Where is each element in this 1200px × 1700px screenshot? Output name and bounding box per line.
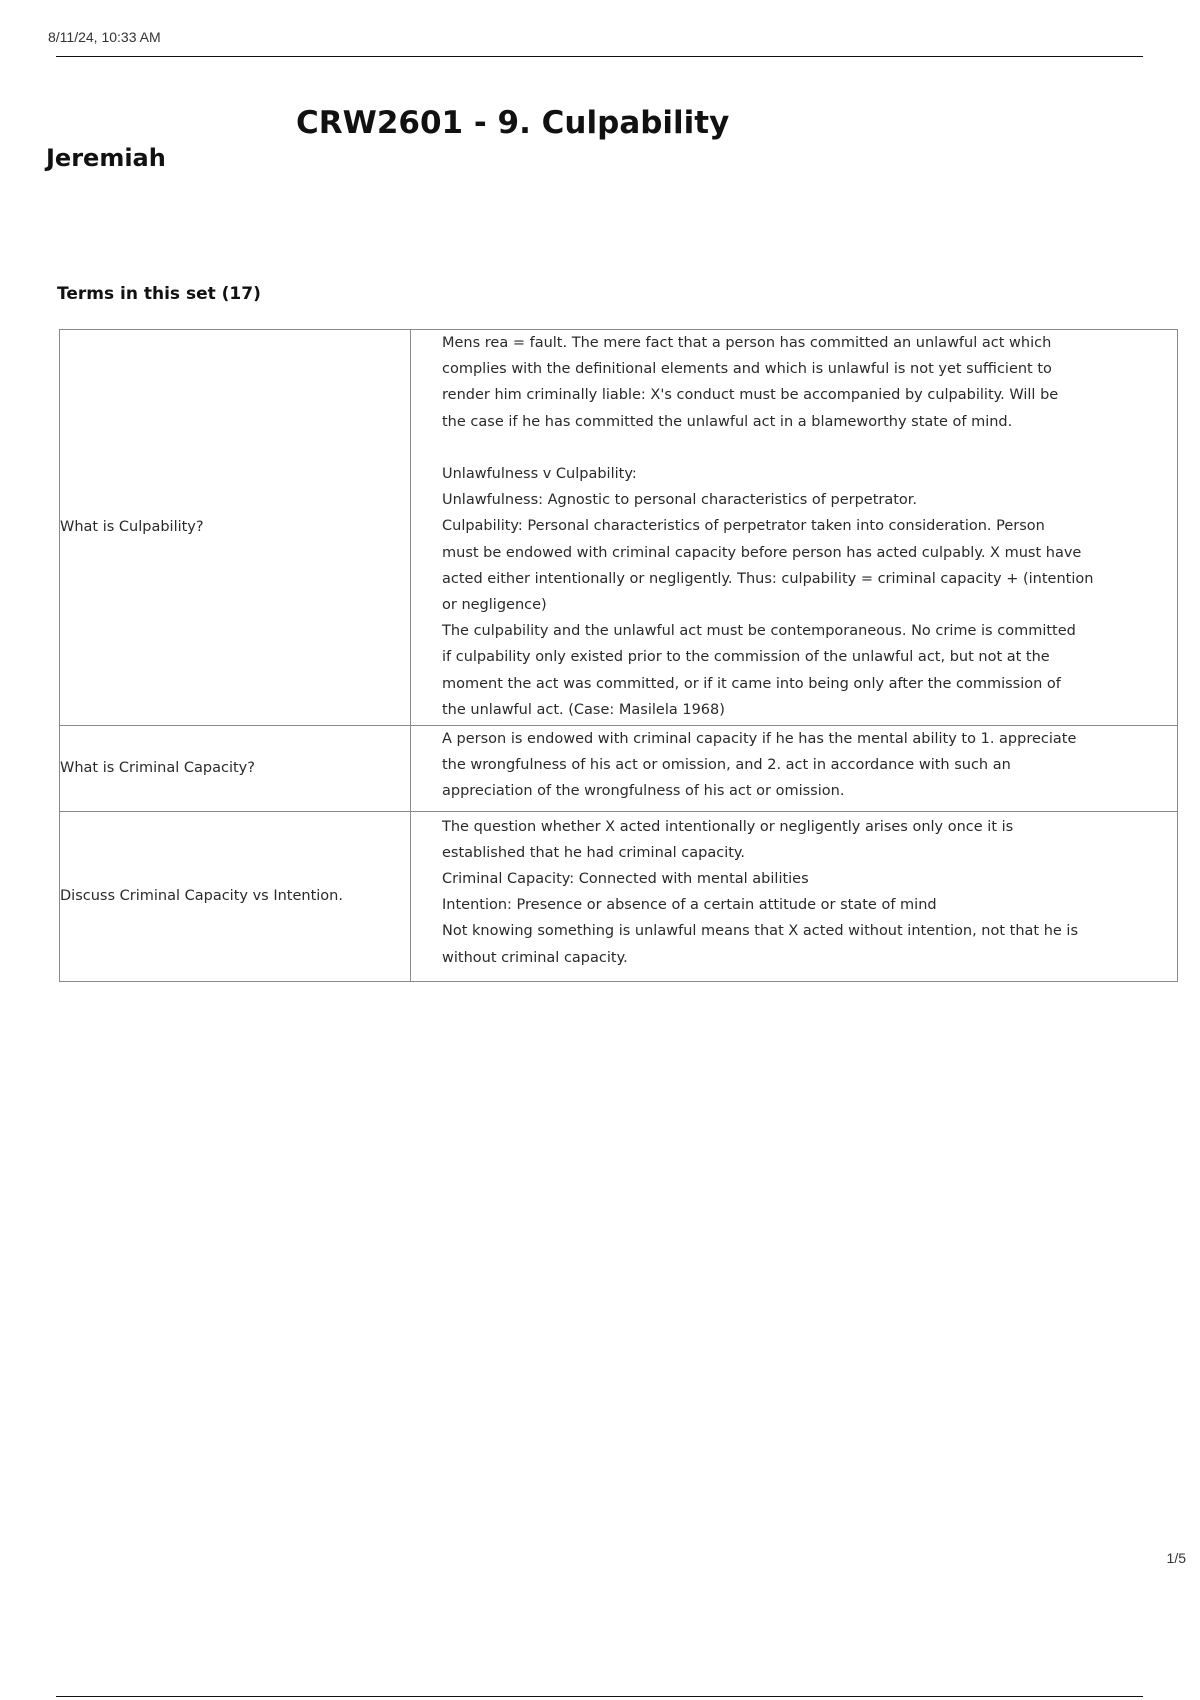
terms-table bbox=[59, 329, 1178, 982]
definition-line: complies with the definitional elements and which is unlawful is not yet sufficient to bbox=[442, 361, 1052, 378]
table-row bbox=[60, 726, 1178, 812]
definition-line: the case if he has committed the unlawful act in a blameworthy state of mind. bbox=[442, 413, 1013, 430]
author-name: Jeremiah bbox=[46, 144, 166, 172]
definition-line: established that he had criminal capacity. bbox=[442, 844, 746, 861]
definition-line: if culpability only existed prior to the commission of the unlawful act, but not at the bbox=[442, 649, 1050, 666]
top-divider bbox=[56, 56, 1143, 57]
definition-line: The question whether X acted intentionally or negligently arises only once it is bbox=[442, 818, 1014, 835]
definition-line: appreciation of the wrongfulness of his act or omission. bbox=[442, 783, 845, 800]
page-number: 1/5 bbox=[1166, 1550, 1186, 1566]
definition-cell bbox=[411, 811, 1178, 981]
definition-line: the unlawful act. (Case: Masilela 1968) bbox=[442, 701, 725, 718]
print-date: 8/11/24, 10:33 AM bbox=[48, 29, 161, 45]
term-cell: Discuss Criminal Capacity vs Intention. bbox=[60, 811, 411, 981]
definition-line: A person is endowed with criminal capacity if he has the mental ability to 1. appreciate bbox=[442, 731, 1077, 748]
page-title: CRW2601 - 9. Culpability bbox=[296, 105, 730, 141]
definition-cell bbox=[411, 726, 1178, 812]
definition-line: Not knowing something is unlawful means that X acted without intention, not that he is bbox=[442, 923, 1079, 940]
definition-line: Unlawfulness v Culpability: bbox=[442, 466, 637, 482]
definition-line: Unlawfulness: Agnostic to personal characteristics of perpetrator. bbox=[442, 492, 918, 509]
terms-heading: Terms in this set (17) bbox=[57, 284, 261, 304]
definition-line: must be endowed with criminal capacity before person has acted culpably. X must have bbox=[442, 544, 1082, 561]
definition-line: The culpability and the unlawful act must be contemporaneous. No crime is committed bbox=[442, 623, 1076, 640]
definition-gap bbox=[442, 435, 1167, 461]
definition-cell bbox=[411, 330, 1178, 726]
table-row bbox=[60, 330, 1178, 726]
definition-line: Mens rea = fault. The mere fact that a person has committed an unlawful act which bbox=[442, 335, 1052, 351]
definition-line: moment the act was committed, or if it came into being only after the commission of bbox=[442, 675, 1061, 692]
definition-line: Culpability: Personal characteristics of perpetrator taken into consideration. Person bbox=[442, 518, 1045, 535]
definition-line: Criminal Capacity: Connected with mental abilities bbox=[442, 871, 809, 888]
term-cell: What is Culpability? bbox=[60, 330, 411, 726]
definition-line: acted either intentionally or negligently. Thus: culpability = criminal capacity + (intention bbox=[442, 570, 1094, 587]
definition-line: Intention: Presence or absence of a certain attitude or state of mind bbox=[442, 897, 937, 914]
definition-line: render him criminally liable: X's conduct must be accompanied by culpability. Will be bbox=[442, 387, 1059, 404]
term-cell: What is Criminal Capacity? bbox=[60, 726, 411, 812]
bottom-divider bbox=[56, 1696, 1143, 1697]
table-row bbox=[60, 811, 1178, 981]
definition-line: or negligence) bbox=[442, 597, 547, 614]
definition-line: the wrongfulness of his act or omission, and 2. act in accordance with such an bbox=[442, 757, 1011, 774]
definition-line: without criminal capacity. bbox=[442, 949, 628, 966]
